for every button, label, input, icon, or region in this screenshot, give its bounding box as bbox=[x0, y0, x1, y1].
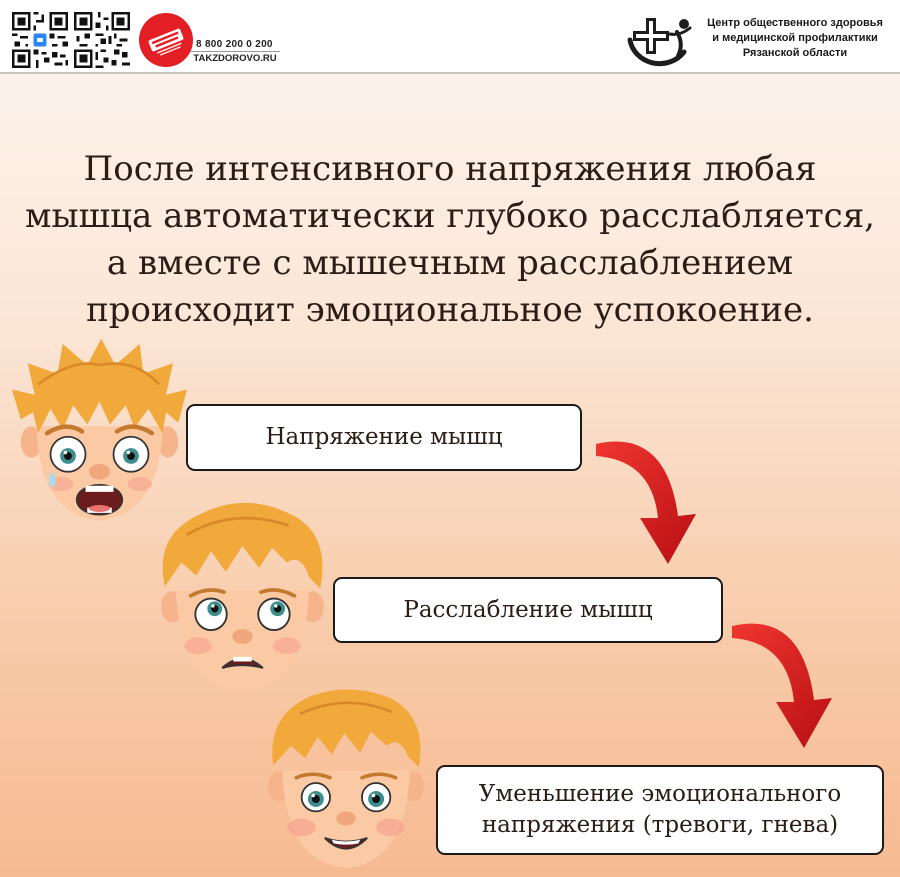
step-box-emotional-relief bbox=[436, 765, 884, 855]
vk-qr-code-icon bbox=[12, 12, 68, 68]
curved-arrow-down-icon bbox=[728, 612, 840, 752]
relieved-boy-face bbox=[256, 682, 436, 877]
headline-text: После интенсивного напряжения любая мышца автоматически глубоко расслабляется, а вместе с мышечным расслаблением происходит эмоциональное успокоение. bbox=[25, 149, 875, 330]
hotline-phone: 8 800 200 0 200 bbox=[196, 39, 273, 50]
worried-boy-face bbox=[150, 497, 335, 702]
step-label: Уменьшение эмоционального bbox=[478, 781, 842, 807]
organization-name: Центр общественного здоровья и медицинской профилактики Рязанской области bbox=[707, 17, 883, 59]
qr-code-icon bbox=[74, 12, 130, 68]
header-bar bbox=[0, 0, 900, 74]
campaign-badge-icon bbox=[138, 12, 194, 68]
step-label: напряжения (тревоги, гнева) bbox=[481, 812, 839, 838]
step-label: Напряжение мышц bbox=[265, 424, 503, 450]
step-label: Расслабление мышц bbox=[403, 596, 653, 623]
organization-logo-icon bbox=[622, 10, 698, 70]
website-link[interactable]: TAKZDOROVO.RU bbox=[190, 51, 280, 64]
step-box-muscle-relaxation bbox=[333, 577, 723, 643]
curved-arrow-down-icon bbox=[592, 430, 704, 568]
step-box-muscle-tension bbox=[186, 404, 582, 471]
